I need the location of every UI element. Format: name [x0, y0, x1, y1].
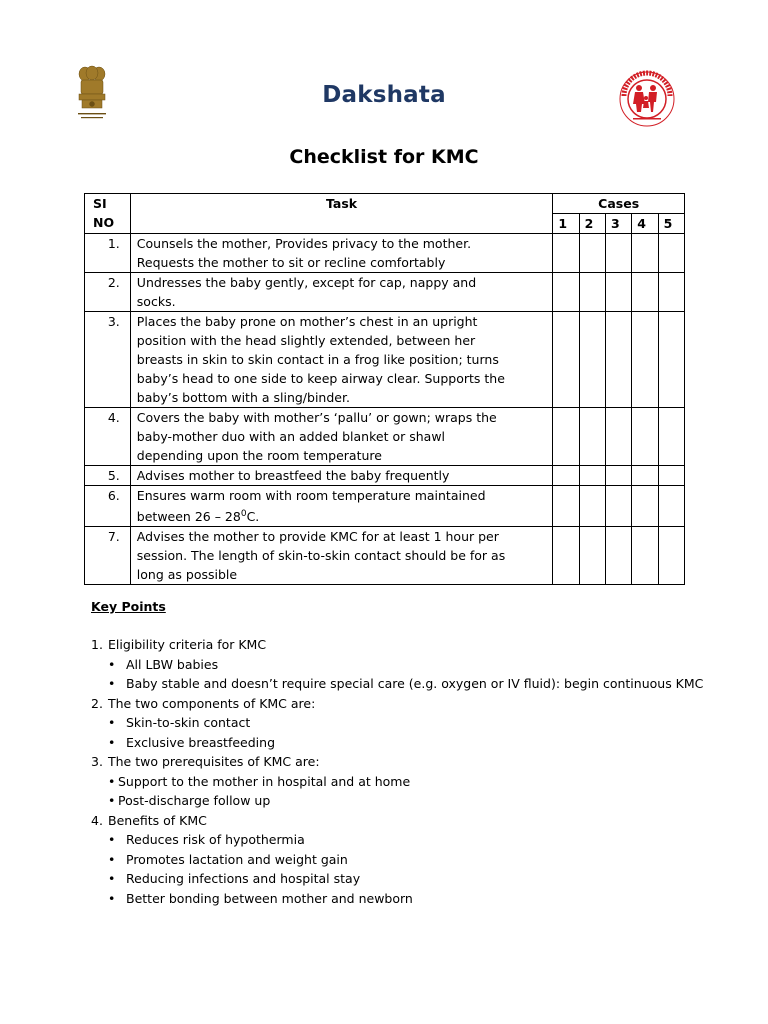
row-task: [130, 234, 553, 273]
task-line: Covers the baby with mother’s ‘pallu’ or gown; wraps the: [136, 410, 497, 425]
row-task: [130, 486, 553, 527]
case-cell[interactable]: [605, 273, 631, 312]
case-cell[interactable]: [658, 527, 684, 585]
key-point-subitem: [91, 869, 731, 889]
key-points-section: [91, 597, 731, 908]
case-cell[interactable]: [579, 527, 605, 585]
header-case-2: 2: [579, 214, 605, 234]
table-row: [85, 466, 685, 486]
case-cell[interactable]: [632, 466, 658, 486]
table-row: [85, 234, 685, 273]
bullet-icon: •: [108, 676, 116, 691]
key-points-heading: Key Points: [91, 599, 166, 614]
row-task: [130, 466, 553, 486]
table-row: [85, 527, 685, 585]
key-point-text: Benefits of KMC: [108, 812, 207, 828]
key-point-item: [91, 694, 731, 714]
task-line: Undresses the baby gently, except for cap, nappy and: [136, 275, 477, 290]
task-line: Counsels the mother, Provides privacy to the mother.: [136, 236, 472, 251]
case-cell[interactable]: [658, 466, 684, 486]
bullet-icon: •: [108, 871, 116, 886]
case-cell[interactable]: [579, 312, 605, 408]
key-point-text: The two components of KMC are:: [108, 695, 316, 711]
task-line: Ensures warm room with room temperature maintained: [136, 488, 486, 503]
case-cell[interactable]: [605, 486, 631, 527]
case-cell[interactable]: [553, 466, 579, 486]
row-task: [130, 408, 553, 466]
case-cell[interactable]: [658, 486, 684, 527]
row-number: 7.: [85, 527, 131, 585]
bullet-icon: •: [108, 773, 116, 789]
case-cell[interactable]: [579, 486, 605, 527]
case-cell[interactable]: [658, 234, 684, 273]
subitem-text: Baby stable and doesn’t require special care (e.g. oxygen or IV fluid): begin continuous KMC: [126, 676, 704, 691]
case-cell[interactable]: [658, 273, 684, 312]
task-line: Places the baby prone on mother’s chest in an upright: [136, 314, 478, 329]
subitem-text: Reducing infections and hospital stay: [126, 871, 361, 886]
header-task: Task: [130, 194, 553, 234]
case-cell[interactable]: [632, 486, 658, 527]
key-point-subitem: [91, 733, 731, 753]
key-point-subitem: [91, 772, 731, 792]
case-cell[interactable]: [553, 312, 579, 408]
case-cell[interactable]: [579, 408, 605, 466]
table-row: [85, 408, 685, 466]
case-cell[interactable]: [605, 527, 631, 585]
key-point-subitem: [91, 674, 731, 694]
case-cell[interactable]: [632, 234, 658, 273]
key-point-number: 4.: [91, 812, 103, 828]
task-line: long as possible: [136, 567, 238, 583]
subitem-text: Exclusive breastfeeding: [126, 734, 275, 750]
key-point-item: [91, 635, 731, 655]
bullet-icon: •: [108, 734, 116, 750]
task-line-temperature: [137, 505, 548, 526]
key-point-subitem: [91, 655, 731, 675]
subitem-text: Promotes lactation and weight gain: [126, 851, 348, 867]
case-cell[interactable]: [605, 408, 631, 466]
document-title: Checklist for KMC: [289, 146, 479, 168]
header-case-4: 4: [632, 214, 658, 234]
table-row: [85, 312, 685, 408]
header-cases: Cases: [553, 194, 685, 214]
bullet-icon: •: [108, 715, 116, 730]
task-line: breasts in skin to skin contact in a frog like position; turns: [136, 352, 499, 367]
task-line: baby’s bottom with a sling/binder.: [136, 390, 350, 405]
row-number: 6.: [85, 486, 131, 527]
case-cell[interactable]: [632, 527, 658, 585]
row-number: 1.: [85, 234, 131, 273]
key-point-subitem: [91, 850, 731, 870]
key-point-text: Eligibility criteria for KMC: [108, 637, 267, 652]
subitem-text: Post-discharge follow up: [118, 793, 271, 808]
key-point-subitem: [91, 791, 731, 811]
key-point-subitem: [91, 713, 731, 733]
key-point-item: [91, 811, 731, 831]
key-point-number: 3.: [91, 754, 103, 769]
subitem-text: Support to the mother in hospital and at home: [118, 773, 411, 789]
subitem-text: Skin-to-skin contact: [126, 715, 251, 730]
key-point-text: The two prerequisites of KMC are:: [108, 754, 320, 769]
case-cell[interactable]: [579, 234, 605, 273]
row-task: [130, 527, 553, 585]
case-cell[interactable]: [658, 312, 684, 408]
task-line: baby-mother duo with an added blanket or shawl: [136, 429, 446, 444]
key-point-subitem: [91, 889, 731, 909]
case-cell[interactable]: [605, 312, 631, 408]
row-number: 2.: [85, 273, 131, 312]
temperature-text: between 26 – 28: [136, 509, 241, 525]
case-cell[interactable]: [632, 273, 658, 312]
bullet-icon: •: [108, 793, 116, 808]
task-line: session. The length of skin-to-skin contact should be for as: [136, 548, 506, 564]
key-point-number: 2.: [91, 695, 103, 711]
header-case-5: 5: [658, 214, 684, 234]
bullet-icon: •: [108, 832, 116, 847]
row-number: 4.: [85, 408, 131, 466]
task-line: Advises the mother to provide KMC for at least 1 hour per: [136, 529, 499, 545]
row-task: [130, 273, 553, 312]
case-cell[interactable]: [605, 466, 631, 486]
bullet-icon: •: [108, 890, 116, 906]
header-case-1: 1: [553, 214, 579, 234]
bullet-icon: •: [108, 851, 116, 867]
temperature-unit: C.: [246, 509, 260, 525]
case-cell[interactable]: [553, 527, 579, 585]
table-row: [85, 273, 685, 312]
task-line: depending upon the room temperature: [136, 448, 382, 463]
subitem-text: All LBW babies: [126, 656, 219, 672]
key-point-item: [91, 752, 731, 772]
task-line: position with the head slightly extended, between her: [136, 333, 476, 348]
row-task: [130, 312, 553, 408]
case-cell[interactable]: [553, 486, 579, 527]
case-cell[interactable]: [632, 408, 658, 466]
case-cell[interactable]: [553, 234, 579, 273]
subitem-text: Better bonding between mother and newborn: [126, 890, 413, 906]
case-cell[interactable]: [632, 312, 658, 408]
degree-superscript: 0: [240, 509, 247, 519]
brand-title: Dakshata: [322, 82, 446, 108]
task-line: Requests the mother to sit or recline comfortably: [136, 255, 446, 270]
case-cell[interactable]: [579, 466, 605, 486]
task-line: baby’s head to one side to keep airway clear. Supports the: [136, 371, 505, 386]
row-number: 3.: [85, 312, 131, 408]
case-cell[interactable]: [553, 408, 579, 466]
case-cell[interactable]: [553, 273, 579, 312]
bullet-icon: •: [108, 656, 116, 672]
header-sino: SI NO: [85, 194, 131, 234]
key-point-number: 1.: [91, 637, 103, 652]
task-line: Advises mother to breastfeed the baby frequently: [136, 468, 450, 483]
subitem-text: Reduces risk of hypothermia: [126, 832, 305, 847]
national-health-mission-logo-icon: [618, 70, 676, 128]
key-point-subitem: [91, 830, 731, 850]
row-number: 5.: [85, 466, 131, 486]
case-cell[interactable]: [658, 408, 684, 466]
case-cell[interactable]: [579, 273, 605, 312]
table-row: [85, 486, 685, 527]
case-cell[interactable]: [605, 234, 631, 273]
task-line: socks.: [136, 294, 176, 309]
header-case-3: 3: [605, 214, 631, 234]
checklist-table: [84, 193, 685, 585]
